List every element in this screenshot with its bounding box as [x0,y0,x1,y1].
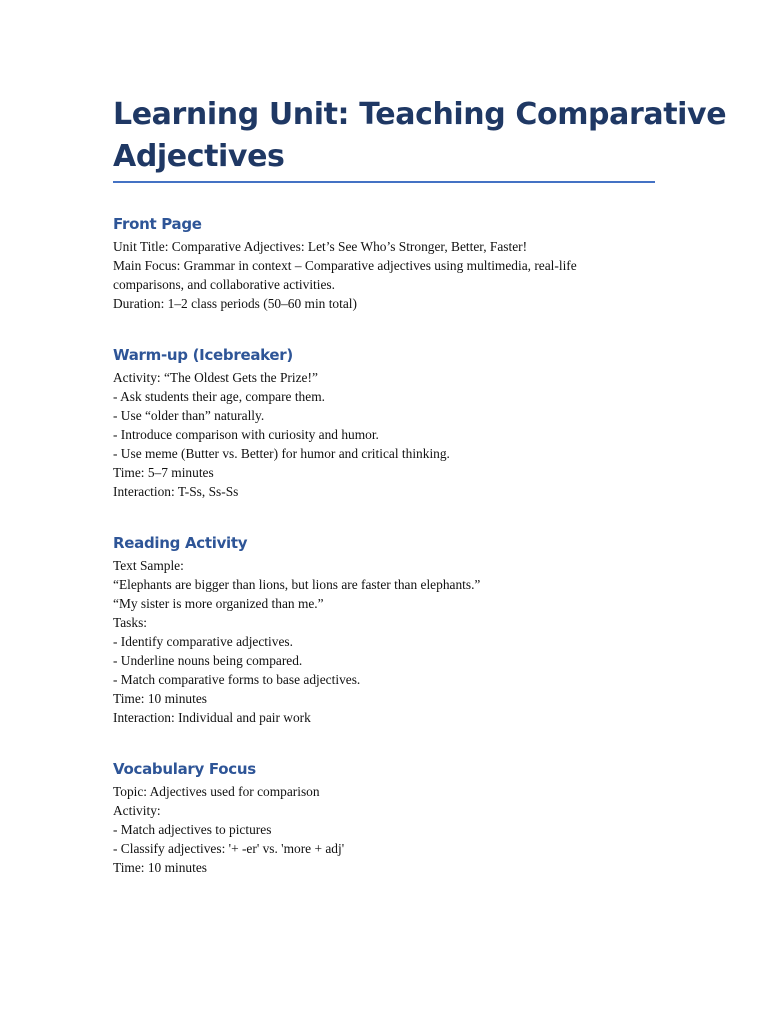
body-line: Interaction: T-Ss, Ss-Ss [113,484,239,499]
body-line: - Classify adjectives: '+ -er' vs. 'more + adj' [113,841,345,856]
body-line: - Identify comparative adjectives. [113,634,293,649]
body-line: - Underline nouns being compared. [113,653,303,668]
body-line: Activity: [113,803,161,818]
body-line: Time: 10 minutes [113,691,207,706]
section-heading: Front Page [113,215,202,233]
body-line: - Use “older than” naturally. [113,408,265,423]
body-line: Activity: “The Oldest Gets the Prize!” [113,370,318,385]
document-title [113,94,727,178]
body-line: “Elephants are bigger than lions, but lions are faster than elephants.” [113,577,481,592]
body-line: Time: 10 minutes [113,860,207,875]
title-line-1: Learning Unit: Teaching Comparative [113,97,727,132]
section-body [113,368,655,501]
title-line-2: Adjectives [113,139,285,174]
body-line: - Use meme (Butter vs. Better) for humor and critical thinking. [113,446,450,461]
section-body [113,782,655,877]
section-reading-activity [113,533,655,727]
body-line: - Introduce comparison with curiosity and humor. [113,427,379,442]
section-heading: Reading Activity [113,534,248,552]
body-line: - Match adjectives to pictures [113,822,272,837]
section-heading: Warm-up (Icebreaker) [113,346,293,364]
body-line: - Ask students their age, compare them. [113,389,325,404]
title-divider [113,181,655,183]
body-line: - Match comparative forms to base adjectives. [113,672,361,687]
body-line: Duration: 1–2 class periods (50–60 min total) [113,296,357,311]
section-vocabulary-focus [113,759,655,877]
body-line: comparisons, and collaborative activities. [113,277,335,292]
document-page [113,94,727,877]
body-line: Tasks: [113,615,148,630]
body-line: Topic: Adjectives used for comparison [113,784,320,799]
body-line: Text Sample: [113,558,184,573]
section-body [113,237,655,313]
section-warm-up [113,345,655,501]
section-front-page [113,214,655,313]
body-line: Unit Title: Comparative Adjectives: Let’s See Who’s Stronger, Better, Faster! [113,239,528,254]
body-line: “My sister is more organized than me.” [113,596,324,611]
section-heading: Vocabulary Focus [113,760,256,778]
body-line: Time: 5–7 minutes [113,465,214,480]
section-body [113,556,655,727]
body-line: Main Focus: Grammar in context – Comparative adjectives using multimedia, real-life [113,258,577,273]
body-line: Interaction: Individual and pair work [113,710,311,725]
